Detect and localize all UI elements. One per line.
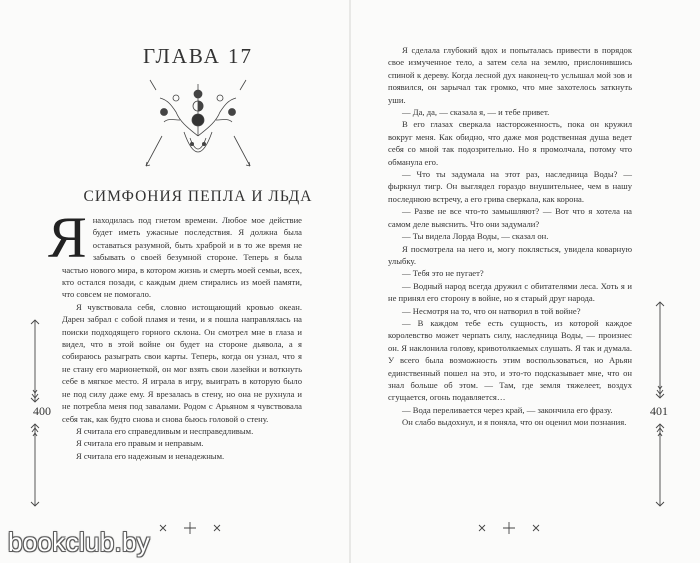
paragraph: Я чувствовала себя, словно истощающий кровью океан. Дарен забрал с собой пламя и тени, и я пошла направлялась на поиски подходящего горного склона. Он смотрел мне в глаза и видел, что в этой войне он будет на стороне дьявола, а я собираюсь разыграть свои карты. Теперь, когда он узнал, что я не стану его марионеткой, он мог взять свои лазейки и воткнуть себе в мягкое место. Я играла в игру, выиграть в которую было не под силу даже ему. Я врезалась в стену, но она не рухнула и не потребла меня под завалами. Родом с Арьяном я чувствовала себя так, как будто снова и снова бьюсь головой о стену. <box>62 301 302 424</box>
paragraph: — Водный народ всегда дружил с обитателями леса. Хоть я и не принял его сторону в войне, но я старый друг народа. <box>388 280 632 304</box>
paragraph: Я посмотрела на него и, могу поклясться, увидела коварную улыбку. <box>388 243 632 266</box>
paragraph: Я считала его надежным и ненадежным. <box>76 450 225 461</box>
paragraph: — Разве не все что-то замышляют? — Вот что я хотела на самом деле выяснить. Что они задумали? <box>388 206 632 229</box>
paragraph: — Тебя это не пугает? <box>402 268 484 279</box>
right-page <box>351 0 700 563</box>
right-page-text <box>388 44 632 429</box>
left-page <box>0 0 349 563</box>
watermark: bookclub.by <box>8 527 151 557</box>
left-margin-arrow-top-icon <box>30 318 40 404</box>
paragraph: Он слабо выдохнул, и я поняла, что он оценил мои познания. <box>402 417 627 428</box>
page-number-right: 401 <box>650 404 668 418</box>
page-number-left: 400 <box>33 404 51 418</box>
paragraph: — Вода переливается через край, — закончила его фразу. <box>402 404 613 415</box>
drop-cap: Я <box>48 205 87 270</box>
opening-paragraph <box>48 205 302 301</box>
paragraph: — Ты видела Лорда Воды, — сказал он. <box>402 231 549 242</box>
moon-phases-antler-emblem <box>138 76 258 176</box>
paragraph-text: находилась под гнетом времени. Любое мое действие будет иметь ужасные последствия. Я должна была оставаться разумной, быть храброй и в то же время не забывать о своей безумной стороне. Теперь я была частью нового мира, в котором жизнь и смерть моей семьи, всех, кто остался позади, с каждым днем стирались из моей памяти, что совсем не помогало. <box>62 215 302 300</box>
paragraph: Я сделала глубокий вдох и попыталась привести в порядок свое измученное тело, а затем села на землю, прислонившись спиной к дереву. Когда лесной дух наконец-то услышал мой зов и появился, он зарычал так громко, что мне захотелось заткнуть уши. <box>388 45 632 105</box>
right-margin-arrow-bottom-icon <box>655 422 665 508</box>
page-ornament-left-icon <box>150 519 230 537</box>
paragraph: — Да, да, — сказала я, — и тебе привет. <box>402 107 550 118</box>
paragraph: — Несмотря на то, что он натворил в той войне? <box>402 305 581 316</box>
paragraph: В его глазах сверкала настороженность, пока он кружил вокруг меня. Как обидно, что даже моя родственная душа ведет себя со мной так подозрительно. Но я промолчала, потому что обманула его. <box>388 119 632 167</box>
chapter-subtitle: СИМФОНИЯ ПЕПЛА И ЛЬДА <box>83 188 313 205</box>
paragraph: Я считала его справедливым и несправедливым. <box>76 425 254 436</box>
left-page-text <box>48 205 302 462</box>
chapter-title: ГЛАВА 17 <box>142 44 254 68</box>
paragraph: — Что ты задумала на этот раз, наследница Воды? — фыркнул тигр. Он выглядел гораздо внушительнее, чем в нашу последнюю встречу, а его грива сверкала, как корона. <box>388 169 632 204</box>
left-margin-arrow-bottom-icon <box>30 422 40 508</box>
page-ornament-right-icon <box>469 519 549 537</box>
paragraph: — В каждом тебе есть сущность, из которой каждое королевство может черпать силу, наследница Воды, — произнес он. Я наклонила голову, кривотолкаемых слушать. Я так и думала. У всего была возможность этим воспользоваться, но Арьян единственный пошел на это, и это-то подсказывает мне, что он знал больше об этом. — Там, где земля тяжелеет, воздух сгущается, огонь подавляется… <box>388 317 632 403</box>
paragraph: Я считала его правым и неправым. <box>76 438 204 449</box>
right-margin-arrow-top-icon <box>655 300 665 400</box>
